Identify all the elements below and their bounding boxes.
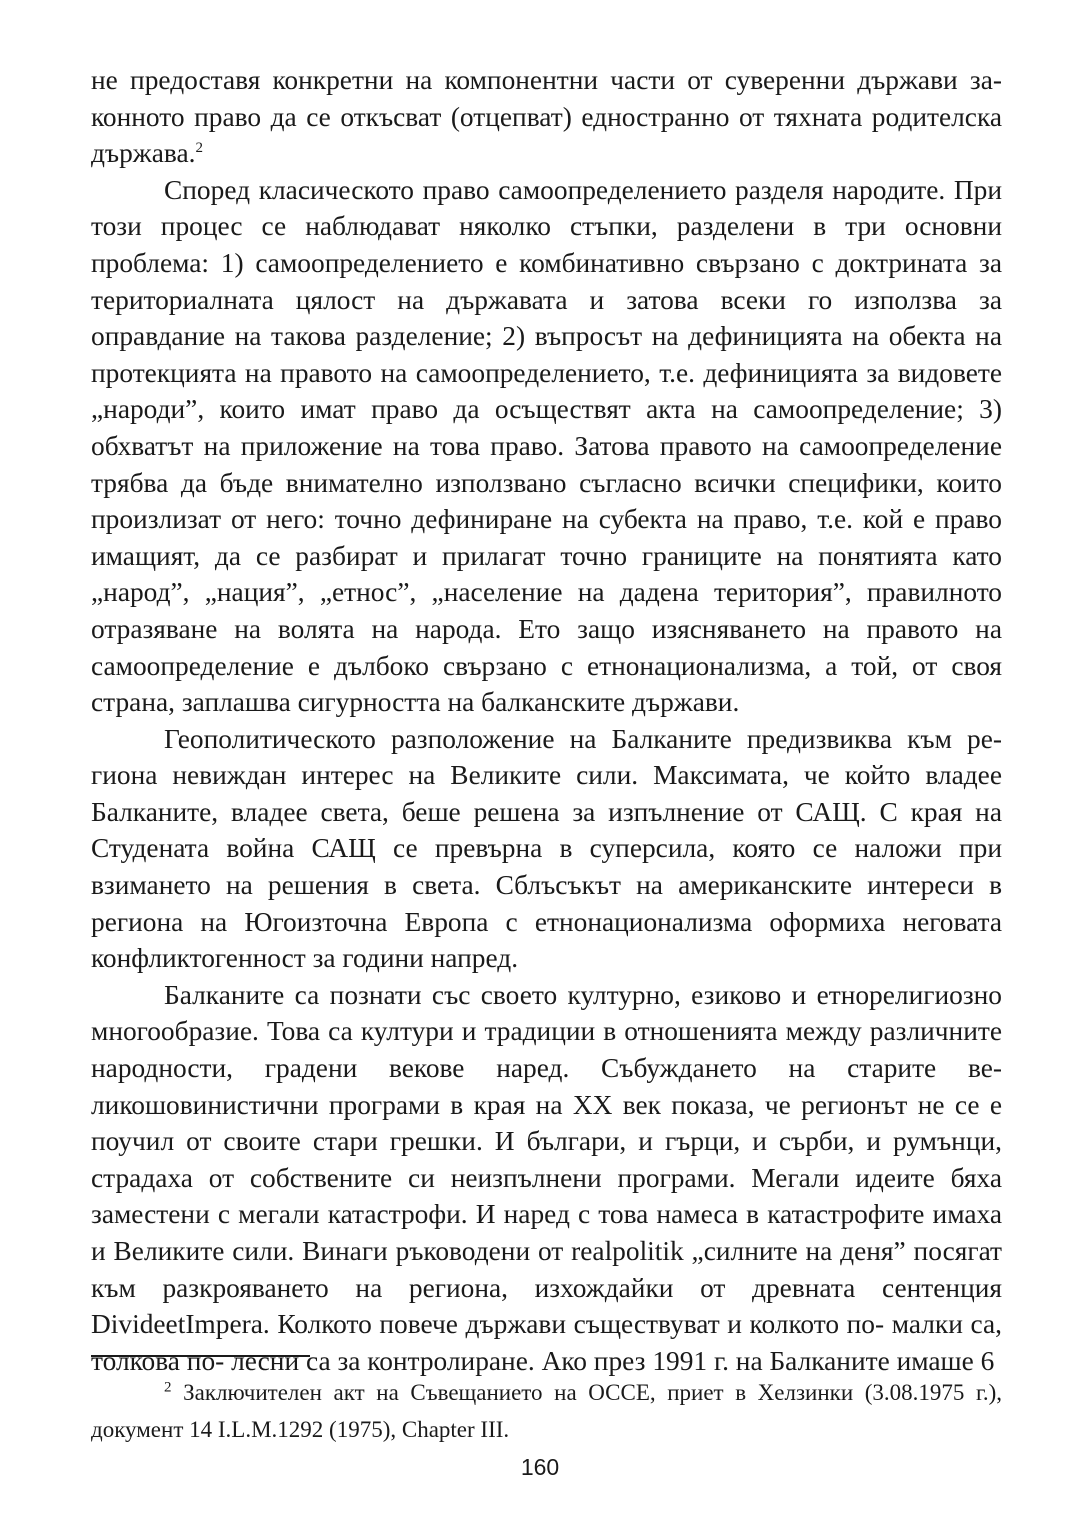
paragraph-self-determination: Според класическото право самоопределението разделя народите. При този процес се наблюдават няколко стъпки, разделени в три основни проблема: 1) самоопределението е комбинативно свързано с доктрината за териториалната цялост на държавата и затова всеки го използва за оправдание на такова разделение; 2) въпросът на дефиницията на обекта на протекцията на правото на самоопределението, т.е. дефиницията за видовете „народи”, които имат право да осъществят акта на самоопределение; 3) обхватът на приложение на това право. Затова правото на самоопределение трябва да бъде внимателно използвано съгласно всички специфики, които произлизат от него: точно дефиниране на субекта на право, т.е. кой е право имащият, да се разбират и прилагат точно границите на понятията като „народ”, „нация”, „етнос”, „население на дадена територия”, правилното отразяване на волята на народа. Ето защо изясняването на правото на самоопределение е дълбоко свързано с етнонационализма, а той, от своя страна, заплашва сигурността на балканските държави.: [91, 174, 1002, 718]
footnote-number: 2: [164, 1379, 172, 1396]
footnote-reference: 2: [195, 140, 203, 157]
footnote-separator: [91, 1355, 310, 1357]
paragraph-text: не предоставя конкретни на компонентни части от суверенни държави законното право да се откъсват (отцепват) едностранно от тяхната родителска държава.: [91, 65, 1002, 169]
footnote-body: Заключителен акт на Съвещанието на ОССЕ, приет в Хелзинки (3.08.1975 г.), документ 14 I.L.M.1292 (1975), Chapter III.: [91, 1380, 1002, 1442]
paragraph-geopolitics: Геополитическото разположение на Балканите предизвиква към региона невиждан интерес на Великите сили. Максимата, че който владее Балканите, владее света, беше решена за изпълнение от САЩ. С края на Студената война САЩ се превърна в суперсила, която се наложи при взимането на решения в света. Сблъсъкът на американските интереси в региона на Югоизточна Европа с етнонационализма оформиха неговата конфликтогенност за години напред.: [91, 723, 1002, 974]
paragraph-balkans-diversity: Балканите са познати със своето културно, езиково и етнорелигиозно многообразие. Това са култури и традиции в отношенията между различните народности, градени векове наред. Събуждането на старите великошовинистични програми в края на ХХ век показа, че регионът не се е поучил от своите стари грешки. И българи, и гърци, и сърби, и румънци, страдаха от собствените си неизпълнени програми. Мегали идеите бяха заместени с мегали катастрофи. И наред с това намеса в катастрофите имаха и Великите сили. Винаги ръководени от realpolitik „силните на деня” посягат към разкрояването на региона, изхождайки от древната сентенция DivideetImpera. Колкото повече държави съществуват и колкото по- малки са, толкова по- лесни са за контролиране. Ако през 1991 г. на Балканите имаше 6: [91, 979, 1002, 1376]
footnote: [91, 1374, 1002, 1448]
footnote-text: [91, 1374, 1002, 1448]
page-number: 160: [520, 1454, 560, 1480]
paragraph-continuation: [91, 62, 1002, 172]
body-text: [91, 62, 1002, 1379]
